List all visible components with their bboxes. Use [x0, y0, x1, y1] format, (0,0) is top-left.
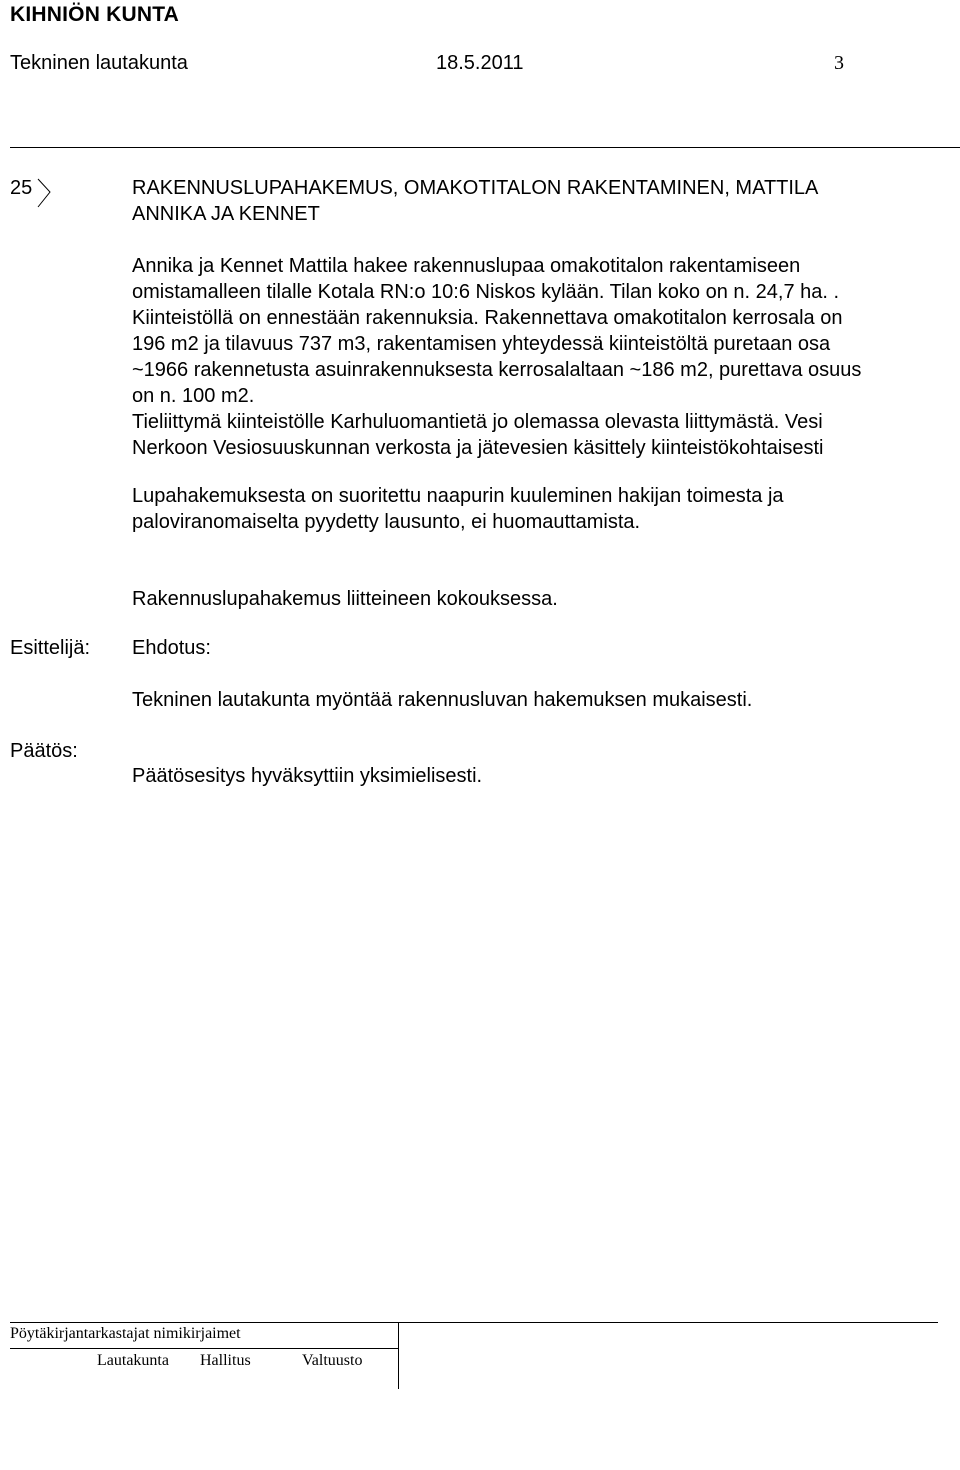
item-title-line: ANNIKA JA KENNET — [132, 203, 320, 225]
signature-box-divider — [10, 1348, 398, 1349]
footer-column-council: Valtuusto — [302, 1352, 363, 1369]
decision-label: Päätös: — [10, 740, 78, 762]
footer-rule — [398, 1322, 938, 1323]
board-name: Tekninen lautakunta — [10, 52, 188, 74]
item-description — [132, 253, 952, 461]
hearing-line: Lupahakemuksesta on suoritettu naapurin kuuleminen hakijan toimesta ja — [132, 485, 784, 507]
description-line: ~1966 rakennetusta asuinrakennuksesta kerrosalaltaan ~186 m2, purettava osuus — [132, 359, 862, 381]
meeting-date: 18.5.2011 — [436, 52, 524, 74]
description-line: Tieliittymä kiinteistölle Karhuluomantietä jo olemassa olevasta liittymästä. Vesi — [132, 411, 823, 433]
hearing-paragraph — [132, 483, 952, 535]
proposal-text: Tekninen lautakunta myöntää rakennusluvan hakemuksen mukaisesti. — [132, 689, 753, 711]
item-number: 25 — [10, 177, 33, 199]
footer-column-board: Lautakunta — [97, 1352, 169, 1369]
attachment-note: Rakennuslupahakemus liitteineen kokouksessa. — [132, 588, 558, 610]
item-title-line: RAKENNUSLUPAHAKEMUS, OMAKOTITALON RAKENTAMINEN, MATTILA — [132, 177, 819, 199]
item-title — [132, 175, 952, 227]
description-line: Nerkoon Vesiosuuskunnan verkosta ja jätevesien käsittely kiinteistökohtaisesti — [132, 437, 824, 459]
signature-label: Pöytäkirjantarkastajat nimikirjaimet — [10, 1325, 241, 1342]
hearing-line: paloviranomaiselta pyydetty lausunto, ei huomauttamista. — [132, 511, 641, 533]
presenter-label: Esittelijä: — [10, 637, 91, 659]
header-divider — [10, 147, 960, 148]
description-line: 196 m2 ja tilavuus 737 m3, rakentamisen yhteydessä kiinteistöltä puretaan osa — [132, 333, 831, 355]
description-line: Kiinteistöllä on ennestään rakennuksia. Rakennettava omakotitalon kerrosala on — [132, 307, 843, 329]
proposal-label: Ehdotus: — [132, 637, 211, 659]
footer-column-government: Hallitus — [200, 1352, 251, 1369]
description-line: omistamalleen tilalle Kotala RN:o 10:6 Niskos kylään. Tilan koko on n. 24,7 ha. . — [132, 281, 840, 303]
organization-name: KIHNIÖN KUNTA — [10, 3, 180, 26]
description-line: on n. 100 m2. — [132, 385, 255, 407]
section-marker-icon — [36, 178, 68, 208]
page-number: 3 — [834, 52, 844, 74]
description-line: Annika ja Kennet Mattila hakee rakennuslupaa omakotitalon rakentamiseen — [132, 255, 801, 277]
decision-text: Päätösesitys hyväksyttiin yksimielisesti. — [132, 765, 483, 787]
